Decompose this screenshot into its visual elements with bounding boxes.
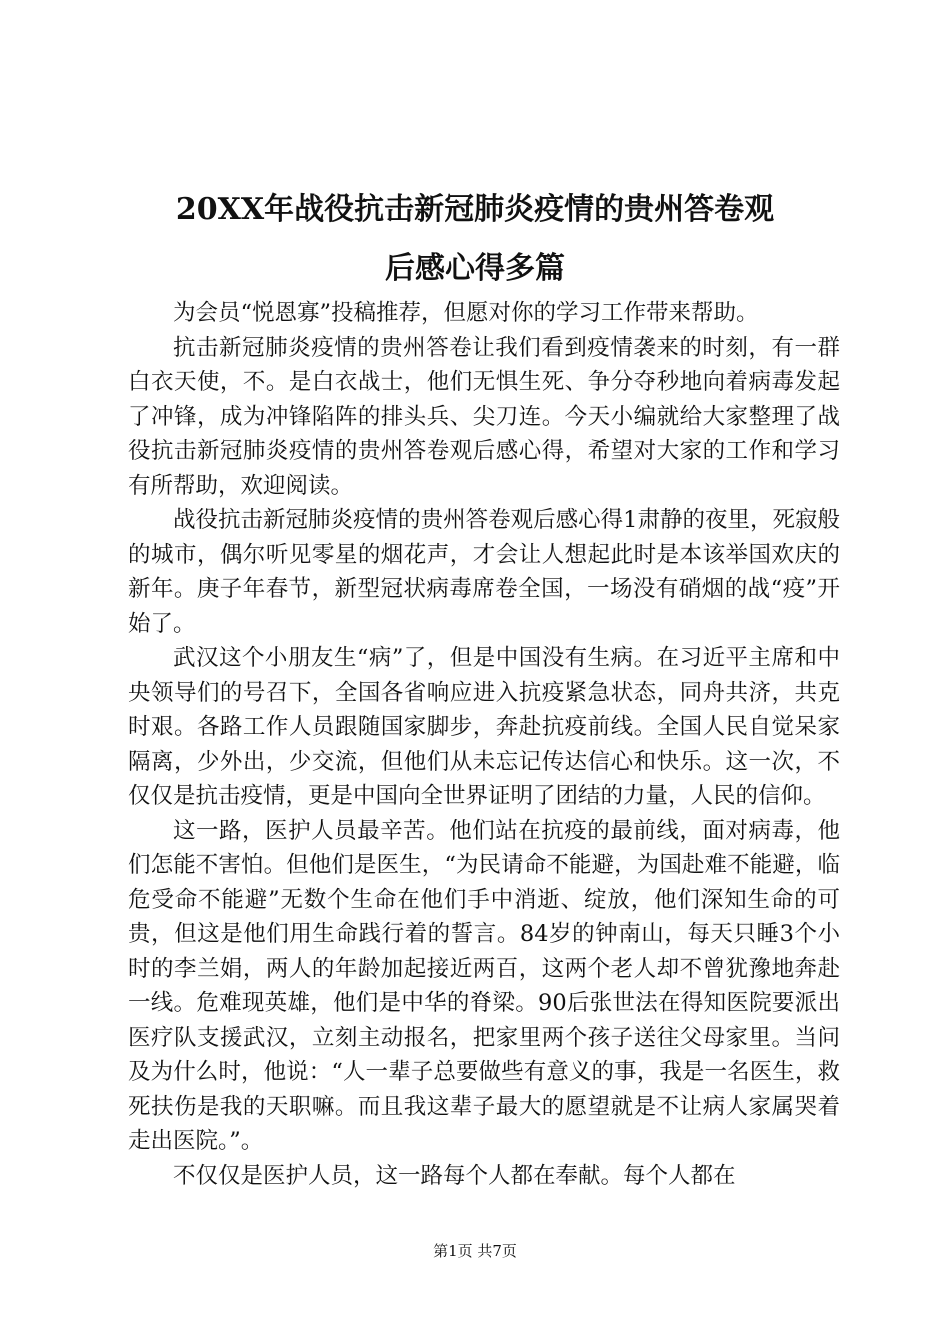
document-body <box>128 296 840 1193</box>
page-number-footer: 第1页 共7页 <box>433 1242 517 1260</box>
document-title-line-2: 后感心得多篇 <box>385 251 565 286</box>
document-title-line-1: 20XX年战役抗击新冠肺炎疫情的贵州答卷观 <box>175 192 775 227</box>
paragraph: 为会员“悦恩寡”投稿推荐，但愿对你的学习工作带来帮助。 <box>173 300 759 326</box>
paragraph: 不仅仅是医护人员，这一路每个人都在奉献。每个人都在 <box>173 1162 736 1189</box>
paragraph: 战役抗击新冠肺炎疫情的贵州答卷观后感心得1肃静的夜里，死寂般的城市，偶尔听见零星的烟花声，才会让人想起此时是本该举国欢庆的新年。庚子年春节，新型冠状病毒席卷全国，一场没有硝烟的战“疫”开始了。 <box>128 507 840 637</box>
paragraph: 抗击新冠肺炎疫情的贵州答卷让我们看到疫情袭来的时刻，有一群白衣天使，不。是白衣战士，他们无惧生死、争分夺秒地向着病毒发起了冲锋，成为冲锋陷阵的排头兵、尖刀连。今天小编就给大家整理了战役抗击新冠肺炎疫情的贵州答卷观后感心得，希望对大家的工作和学习有所帮助，欢迎阅读。 <box>128 334 840 499</box>
paragraph: 这一路，医护人员最辛苦。他们站在抗疫的最前线，面对病毒，他们怎能不害怕。但他们是医生，“为民请命不能避，为国赴难不能避，临危受命不能避”无数个生命在他们手中消逝、绽放，他们深知生命的可贵，但这是他们用生命践行着的誓言。84岁的钟南山，每天只睡3个小时的李兰娟，两人的年龄加起接近两百，这两个老人却不曾犹豫地奔赴一线。危难现英雄，他们是中华的脊梁。90后张世法在得知医院要派出医疗队支援武汉，立刻主动报名，把家里两个孩子送往父母家里。当问及为什么时，他说：“人一辈子总要做些有意义的事，我是一名医生，救死扶伤是我的天职嘛。而且我这辈子最大的愿望就是不让病人家属哭着走出医院。”。 <box>128 817 840 1154</box>
paragraph: 武汉这个小朋友生“病”了，但是中国没有生病。在习近平主席和中央领导们的号召下，全国各省响应进入抗疫紧急状态，同舟共济，共克时艰。各路工作人员跟随国家脚步，奔赴抗疫前线。全国人民自觉呆家隔离，少外出，少交流，但他们从未忘记传达信心和快乐。这一次，不仅仅是抗击疫情，更是中国向全世界证明了团结的力量，人民的信仰。 <box>128 645 840 809</box>
